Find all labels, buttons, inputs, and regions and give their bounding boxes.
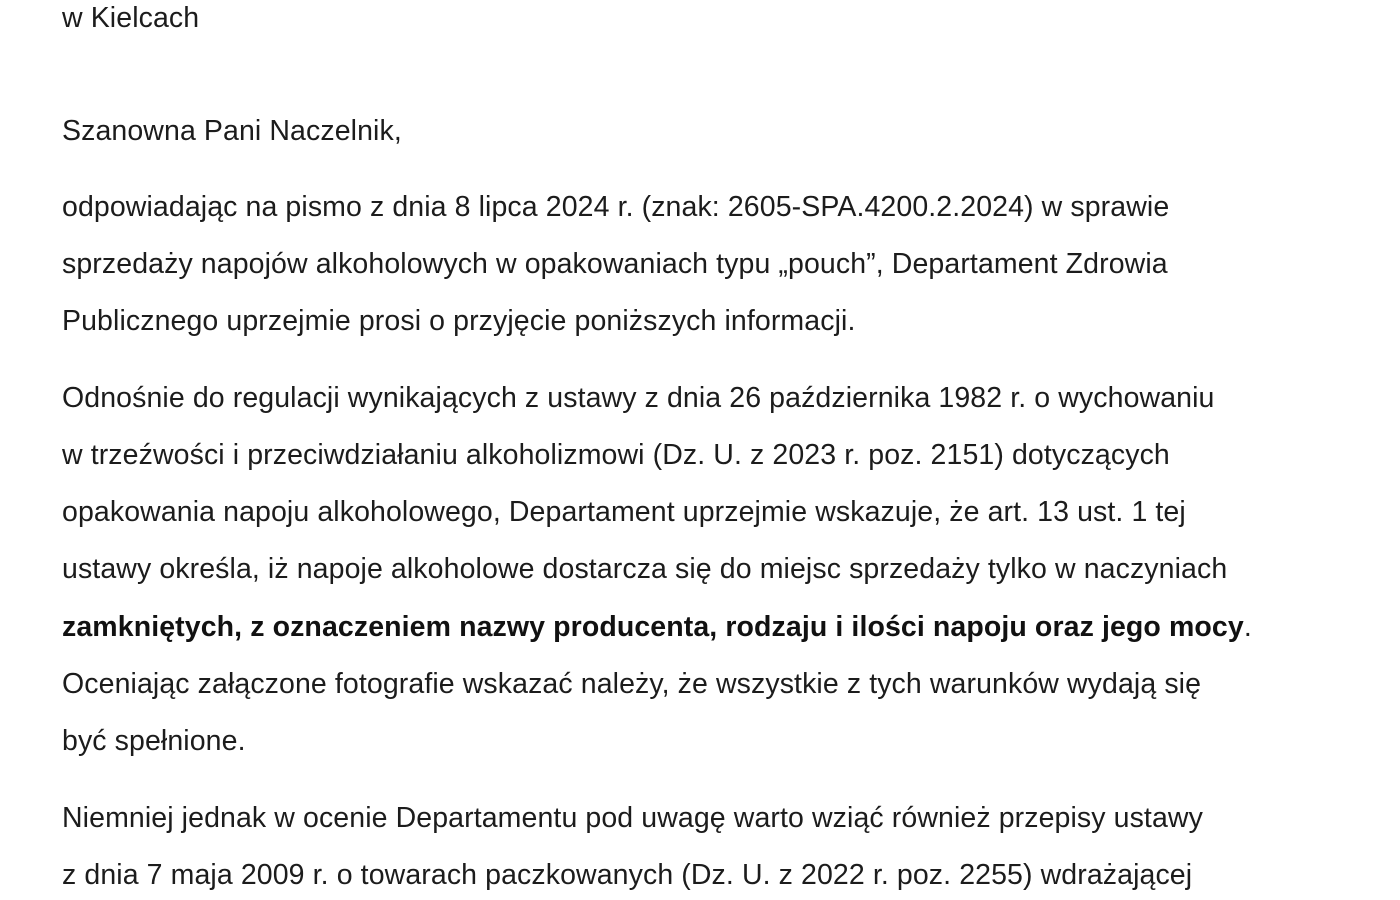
bold-phrase: zamkniętych, z oznaczeniem nazwy producenta, rodzaju i ilości napoju oraz jego mocy [62,611,1244,643]
paragraph-line: ustawy określa, iż napoje alkoholowe dostarcza się do miejsc sprzedaży tylko w naczyniach [62,553,1228,585]
paragraph-line-bold [62,609,1252,645]
bold-phrase-period: . [1243,611,1252,643]
paragraph-line: odpowiadając na pismo z dnia 8 lipca 2024 r. (znak: 2605-SPA.4200.2.2024) w sprawie [62,191,1170,223]
paragraph-line: Odnośnie do regulacji wynikających z ustawy z dnia 26 października 1982 r. o wychowaniu [62,382,1215,414]
address-line: w Kielcach [62,2,200,34]
paragraph-line: sprzedaży napojów alkoholowych w opakowaniach typu „pouch”, Departament Zdrowia [62,248,1168,280]
paragraph-line: w trzeźwości i przeciwdziałaniu alkoholizmowi (Dz. U. z 2023 r. poz. 2151) dotyczących [62,439,1170,471]
paragraph-line: Publicznego uprzejmie prosi o przyjęcie poniższych informacji. [62,305,856,337]
salutation: Szanowna Pani Naczelnik, [62,115,402,147]
paragraph-line: opakowania napoju alkoholowego, Departament uprzejmie wskazuje, że art. 13 ust. 1 tej [62,496,1186,528]
paragraph-line: Niemniej jednak w ocenie Departamentu pod uwagę warto wziąć również przepisy ustawy [62,802,1203,834]
paragraph-line: Oceniając załączone fotografie wskazać należy, że wszystkie z tych warunków wydają się [62,668,1202,700]
paragraph-line: być spełnione. [62,725,246,757]
paragraph-line: z dnia 7 maja 2009 r. o towarach paczkowanych (Dz. U. z 2022 r. poz. 2255) wdrażającej [62,859,1193,891]
